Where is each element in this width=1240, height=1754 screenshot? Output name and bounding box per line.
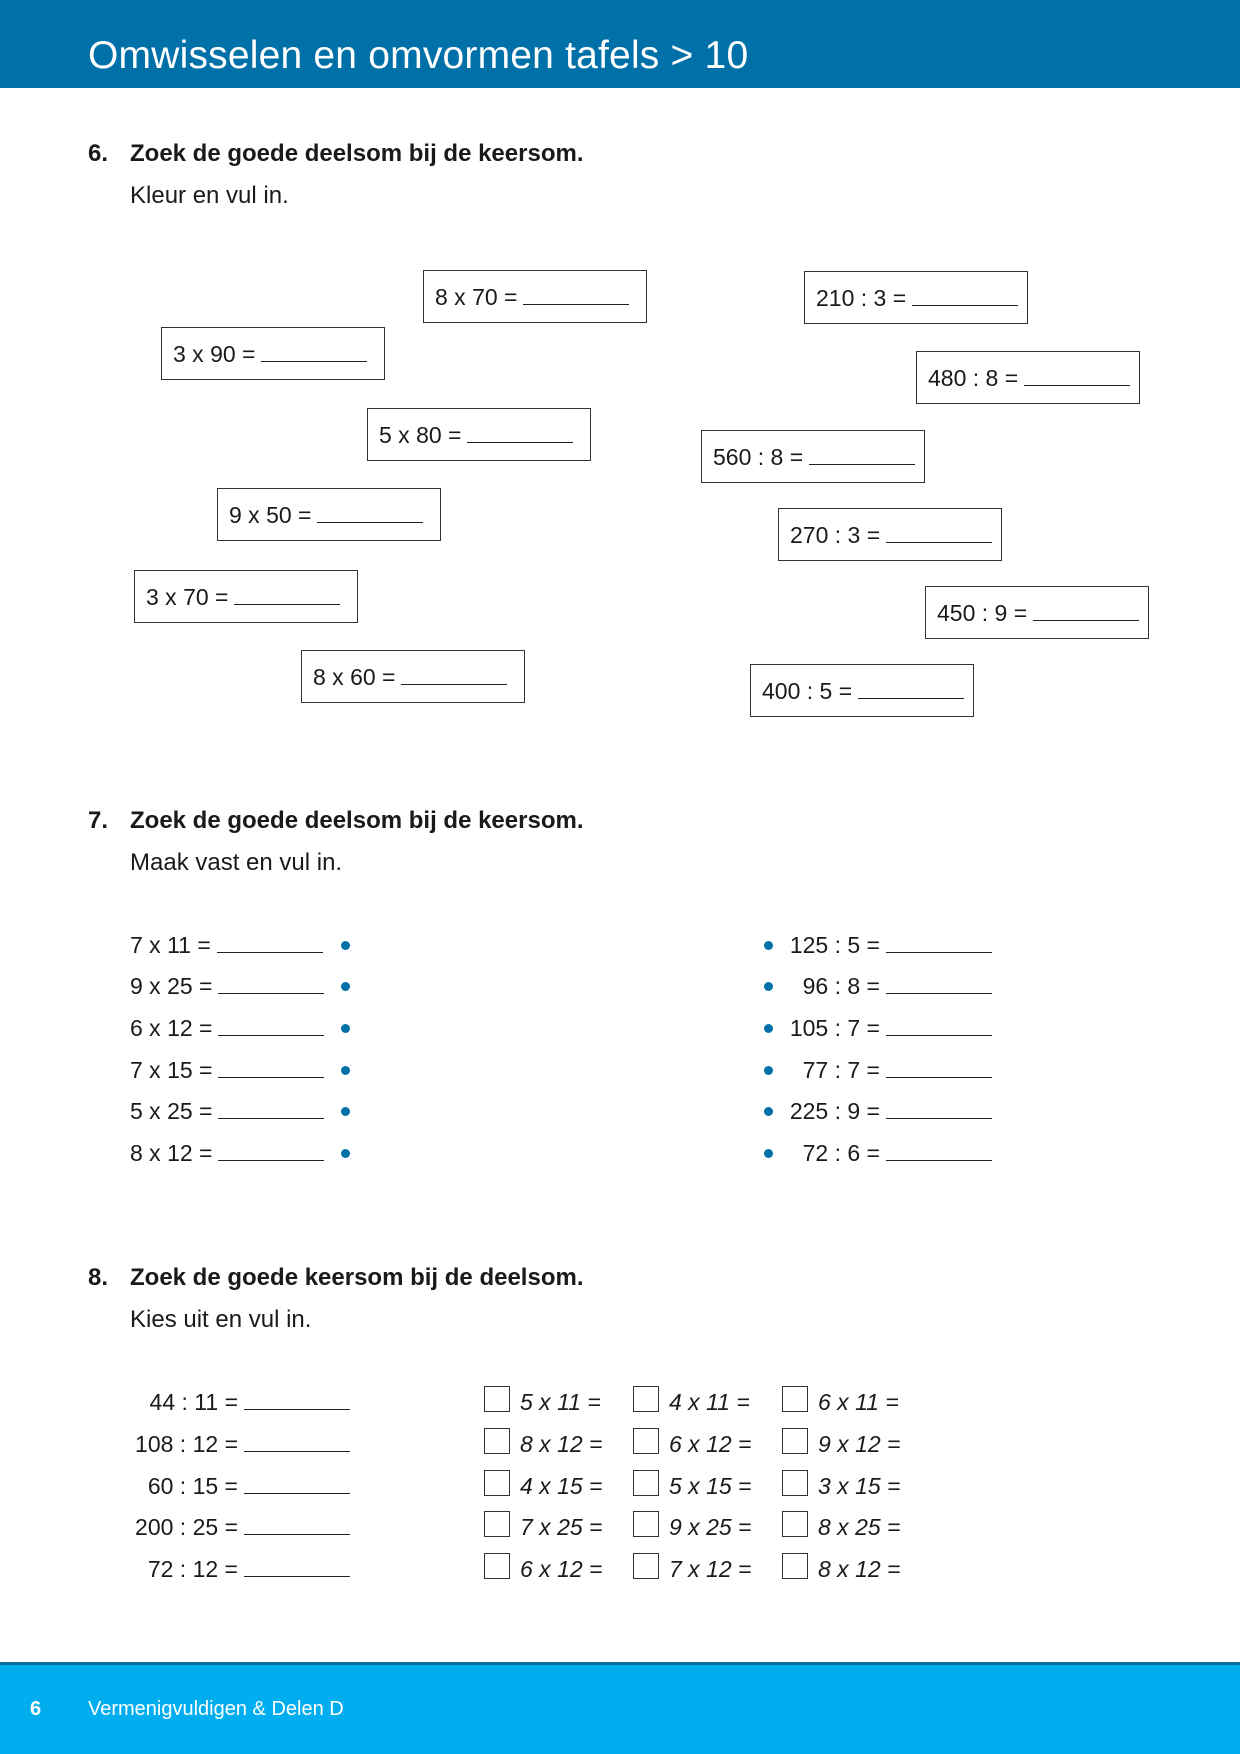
- answer-blank[interactable]: [218, 993, 324, 994]
- multiplication-expression: 3 x 90 =: [173, 341, 256, 367]
- answer-blank[interactable]: [1024, 385, 1130, 386]
- division-expression: 125 : 5 =: [789, 932, 880, 958]
- option-label: 4 x 11 =: [669, 1389, 750, 1415]
- answer-blank[interactable]: [809, 464, 915, 465]
- answer-blank[interactable]: [218, 1077, 324, 1078]
- list-item: [784, 971, 992, 1001]
- answer-blank[interactable]: [858, 698, 964, 699]
- multiplication-expression: 9 x 50 =: [229, 502, 312, 528]
- exercise-7-number: 7.: [88, 807, 109, 834]
- division-box[interactable]: [750, 664, 974, 717]
- option-checkbox[interactable]: [484, 1428, 510, 1454]
- list-item: [784, 930, 992, 960]
- option-label: 6 x 11 =: [818, 1389, 899, 1415]
- option-label: 6 x 12 =: [520, 1556, 603, 1582]
- multiplication-expression: 5 x 80 =: [379, 422, 462, 448]
- answer-blank[interactable]: [912, 305, 1018, 306]
- answer-blank[interactable]: [244, 1409, 350, 1410]
- division-expression: 77 : 7 =: [802, 1057, 880, 1083]
- exercise-8-number: 8.: [88, 1264, 109, 1291]
- answer-blank[interactable]: [244, 1576, 350, 1577]
- division-expression: 400 : 5 =: [762, 678, 853, 704]
- connect-dot[interactable]: [764, 1149, 773, 1158]
- option-checkbox[interactable]: [782, 1553, 808, 1579]
- answer-blank[interactable]: [467, 442, 573, 443]
- list-item: [130, 1096, 324, 1126]
- list-item: [130, 1055, 324, 1085]
- option-checkbox[interactable]: [484, 1511, 510, 1537]
- list-item: [784, 1055, 992, 1085]
- multiplication-box[interactable]: [367, 408, 591, 461]
- list-item: [784, 1138, 992, 1168]
- division-expression: 72 : 12 =: [147, 1556, 238, 1582]
- answer-blank[interactable]: [886, 1035, 992, 1036]
- division-expression: 225 : 9 =: [789, 1098, 880, 1124]
- option-checkbox[interactable]: [633, 1386, 659, 1412]
- option-label: 5 x 11 =: [520, 1389, 601, 1415]
- option-label: 8 x 25 =: [818, 1514, 901, 1540]
- multiplication-expression: 7 x 11 =: [130, 932, 211, 958]
- division-box[interactable]: [778, 508, 1002, 561]
- connect-dot[interactable]: [764, 1066, 773, 1075]
- answer-blank[interactable]: [886, 1118, 992, 1119]
- connect-dot[interactable]: [341, 1149, 350, 1158]
- option-checkbox[interactable]: [633, 1553, 659, 1579]
- division-expression: 450 : 9 =: [937, 600, 1028, 626]
- list-item: [130, 1013, 324, 1043]
- division-box[interactable]: [701, 430, 925, 483]
- multiplication-box[interactable]: [161, 327, 385, 380]
- list-item: [130, 930, 323, 960]
- exercise-7-subtitle: Maak vast en vul in.: [130, 849, 343, 876]
- list-item: [784, 1096, 992, 1126]
- answer-blank[interactable]: [218, 1160, 324, 1161]
- option-label: 7 x 25 =: [520, 1514, 603, 1540]
- answer-blank[interactable]: [886, 993, 992, 994]
- list-item: [784, 1013, 992, 1043]
- exercise-6-subtitle: Kleur en vul in.: [130, 182, 289, 209]
- option-label: 8 x 12 =: [520, 1431, 603, 1457]
- connect-dot[interactable]: [341, 1066, 350, 1075]
- multiplication-expression: 8 x 12 =: [130, 1140, 213, 1166]
- multiplication-box[interactable]: [217, 488, 441, 541]
- connect-dot[interactable]: [341, 1024, 350, 1033]
- book-title: Vermenigvuldigen & Delen D: [88, 1698, 344, 1720]
- multiplication-expression: 7 x 15 =: [130, 1057, 213, 1083]
- answer-blank[interactable]: [261, 361, 367, 362]
- connect-dot[interactable]: [341, 1107, 350, 1116]
- list-item: [130, 971, 324, 1001]
- connect-dot[interactable]: [341, 982, 350, 991]
- answer-blank[interactable]: [244, 1534, 350, 1535]
- division-expression: 210 : 3 =: [816, 285, 907, 311]
- option-checkbox[interactable]: [484, 1470, 510, 1496]
- answer-blank[interactable]: [886, 1160, 992, 1161]
- option-checkbox[interactable]: [633, 1470, 659, 1496]
- division-expression: 270 : 3 =: [790, 522, 881, 548]
- answer-blank[interactable]: [244, 1493, 350, 1494]
- division-expression: 96 : 8 =: [802, 973, 880, 999]
- multiplication-expression: 8 x 60 =: [313, 664, 396, 690]
- answer-blank[interactable]: [886, 952, 992, 953]
- answer-blank[interactable]: [218, 1118, 324, 1119]
- option-label: 4 x 15 =: [520, 1473, 603, 1499]
- list-item: [130, 1429, 350, 1459]
- page-number: 6: [30, 1698, 42, 1720]
- connect-dot[interactable]: [764, 1024, 773, 1033]
- answer-blank[interactable]: [218, 1035, 324, 1036]
- division-box[interactable]: [925, 586, 1149, 639]
- option-checkbox[interactable]: [782, 1386, 808, 1412]
- exercise-7-title: Zoek de goede deelsom bij de keersom.: [130, 807, 584, 834]
- exercise-8-subtitle: Kies uit en vul in.: [130, 1306, 312, 1333]
- connect-dot[interactable]: [764, 941, 773, 950]
- exercise-6-number: 6.: [88, 140, 109, 167]
- option-label: 3 x 15 =: [818, 1473, 901, 1499]
- option-label: 9 x 12 =: [818, 1431, 901, 1457]
- multiplication-expression: 8 x 70 =: [435, 284, 518, 310]
- page-title: Omwisselen en omvormen tafels > 10: [88, 34, 749, 77]
- division-expression: 560 : 8 =: [713, 444, 804, 470]
- multiplication-expression: 3 x 70 =: [146, 584, 229, 610]
- division-expression: 60 : 15 =: [147, 1473, 238, 1499]
- exercise-6-title: Zoek de goede deelsom bij de keersom.: [130, 140, 584, 167]
- page-footer: [0, 1662, 1240, 1754]
- answer-blank[interactable]: [317, 522, 423, 523]
- division-expression: 105 : 7 =: [789, 1015, 880, 1041]
- option-checkbox[interactable]: [484, 1553, 510, 1579]
- division-box[interactable]: [804, 271, 1028, 324]
- multiplication-box[interactable]: [301, 650, 525, 703]
- option-checkbox[interactable]: [782, 1511, 808, 1537]
- page-header: [0, 0, 1240, 88]
- exercise-8-title: Zoek de goede keersom bij de deelsom.: [130, 1264, 584, 1291]
- answer-blank[interactable]: [886, 1077, 992, 1078]
- option-label: 8 x 12 =: [818, 1556, 901, 1582]
- multiplication-expression: 5 x 25 =: [130, 1098, 213, 1124]
- connect-dot[interactable]: [764, 1107, 773, 1116]
- option-label: 7 x 12 =: [669, 1556, 752, 1582]
- division-expression: 108 : 12 =: [135, 1431, 238, 1457]
- answer-blank[interactable]: [234, 604, 340, 605]
- option-checkbox[interactable]: [782, 1470, 808, 1496]
- list-item: [130, 1387, 350, 1417]
- division-expression: 200 : 25 =: [135, 1514, 238, 1540]
- multiplication-expression: 9 x 25 =: [130, 973, 213, 999]
- list-item: [130, 1471, 350, 1501]
- answer-blank[interactable]: [401, 684, 507, 685]
- multiplication-box[interactable]: [134, 570, 358, 623]
- answer-blank[interactable]: [1033, 620, 1139, 621]
- list-item: [130, 1554, 350, 1584]
- list-item: [130, 1138, 324, 1168]
- answer-blank[interactable]: [244, 1451, 350, 1452]
- option-checkbox[interactable]: [782, 1428, 808, 1454]
- list-item: [130, 1512, 350, 1542]
- option-label: 5 x 15 =: [669, 1473, 752, 1499]
- division-expression: 44 : 11 =: [149, 1389, 238, 1415]
- answer-blank[interactable]: [217, 952, 323, 953]
- answer-blank[interactable]: [886, 542, 992, 543]
- connect-dot[interactable]: [341, 941, 350, 950]
- option-label: 6 x 12 =: [669, 1431, 752, 1457]
- connect-dot[interactable]: [764, 982, 773, 991]
- multiplication-box[interactable]: [423, 270, 647, 323]
- division-expression: 480 : 8 =: [928, 365, 1019, 391]
- answer-blank[interactable]: [523, 304, 629, 305]
- division-expression: 72 : 6 =: [802, 1140, 880, 1166]
- option-checkbox[interactable]: [633, 1428, 659, 1454]
- option-checkbox[interactable]: [633, 1511, 659, 1537]
- multiplication-expression: 6 x 12 =: [130, 1015, 213, 1041]
- option-label: 9 x 25 =: [669, 1514, 752, 1540]
- division-box[interactable]: [916, 351, 1140, 404]
- option-checkbox[interactable]: [484, 1386, 510, 1412]
